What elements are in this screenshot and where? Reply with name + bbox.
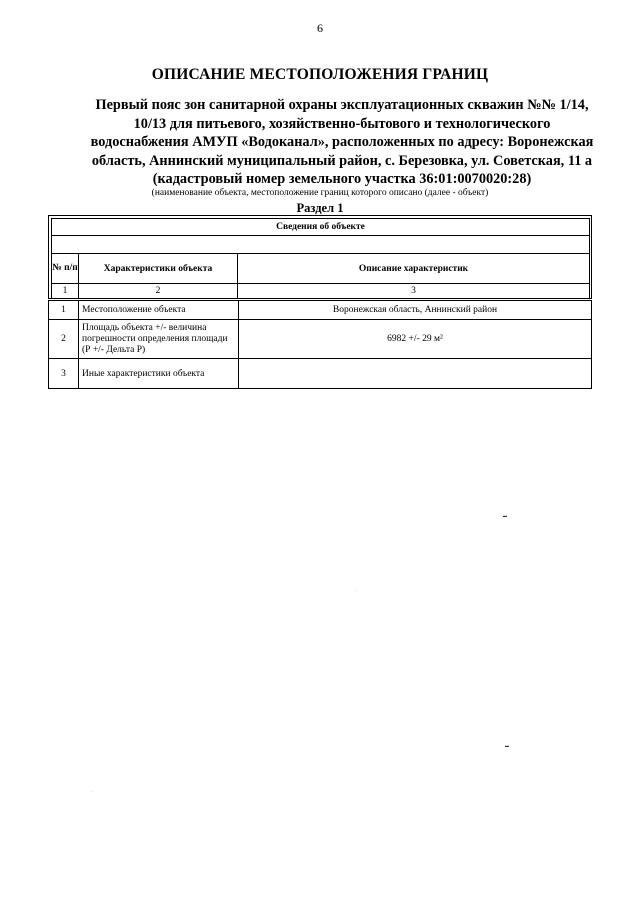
- column-number-1: 1: [51, 283, 79, 299]
- scan-artifact: ·: [91, 789, 93, 794]
- table-row-number: 2: [48, 319, 79, 359]
- table-row-characteristic: Местоположение объекта: [78, 300, 239, 320]
- page-number: 6: [317, 21, 323, 35]
- object-name-line: водоснабжения АМУП «Водоканал», расположенных по адресу: Воронежская: [90, 134, 594, 150]
- column-header-number: № п/п: [51, 253, 79, 284]
- column-number-2: 2: [78, 283, 238, 299]
- table-header-title: Сведения об объекте: [51, 218, 590, 236]
- object-name-line: 10/13 для питьевого, хозяйственно-бытового и технологического: [133, 115, 551, 132]
- table-body: [48, 300, 592, 389]
- table-row-characteristic: Площадь объекта +/- величина погрешности определения площади (Р +/- Дельта Р): [78, 319, 239, 359]
- column-header-description: Описание характеристик: [237, 253, 590, 284]
- object-name: [44, 96, 640, 189]
- object-caption: (наименование объекта, местоположение границ которого описано (далее - объект): [151, 188, 489, 198]
- table-row-description: 6982 +/- 29 м²: [238, 319, 592, 359]
- column-header-characteristic: Характеристики объекта: [78, 253, 238, 284]
- table-header: [51, 218, 590, 299]
- scan-artifact: ▬: [505, 743, 509, 748]
- column-number-3: 3: [237, 283, 590, 299]
- table-row-number: 3: [48, 358, 79, 389]
- scan-artifact: ▬: [503, 513, 507, 518]
- table-row-description: Воронежская область, Аннинский район: [238, 300, 592, 320]
- object-name-line: (кадастровый номер земельного участка 36:01:0070020:28): [152, 171, 532, 187]
- document-title: ОПИСАНИЕ МЕСТОПОЛОЖЕНИЯ ГРАНИЦ: [151, 66, 489, 83]
- scan-artifact: ·: [356, 588, 358, 593]
- table-empty-row: [51, 235, 590, 254]
- table-row-description: [238, 358, 592, 389]
- table-row-number: 1: [48, 300, 79, 320]
- object-name-line: область, Аннинский муниципальный район, с. Березовка, ул. Советская, 11 а: [91, 152, 593, 169]
- object-name-line: Первый пояс зон санитарной охраны эксплуатационных скважин №№ 1/14,: [95, 97, 589, 113]
- section-label: Раздел 1: [296, 201, 344, 215]
- table-row-characteristic: Иные характеристики объекта: [78, 358, 239, 389]
